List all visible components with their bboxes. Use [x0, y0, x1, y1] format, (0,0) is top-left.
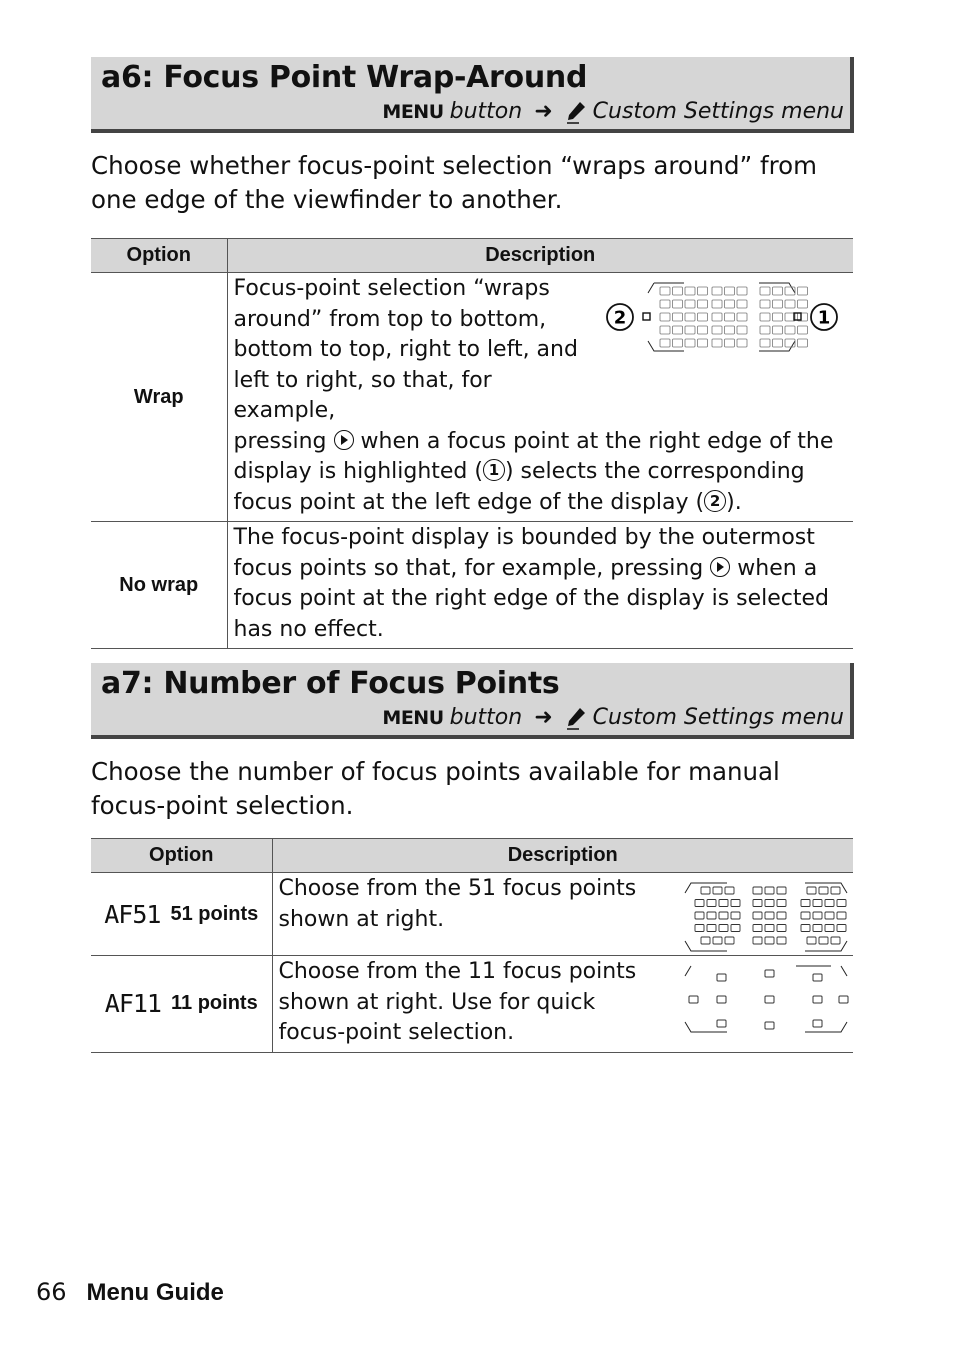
focus-point: [707, 925, 716, 932]
focus-point: [772, 287, 782, 295]
focus-point: [753, 900, 762, 907]
focus-point: [717, 974, 726, 981]
focus-point: [765, 900, 774, 907]
focus-point: [725, 937, 734, 944]
focus-point: [797, 339, 807, 347]
focus-point: [685, 287, 695, 295]
description-line: around” from top to bottom,: [233, 306, 547, 332]
focus-point: [707, 912, 716, 919]
focus-point: [819, 937, 828, 944]
focus-point: [825, 925, 834, 932]
focus-point: [831, 887, 840, 894]
section-intro: Choose whether focus-point selection “wraps around” from one edge of the viewfinder to another.: [91, 151, 818, 214]
arrow-icon: ➜: [534, 99, 553, 124]
focus-point: [777, 937, 786, 944]
focus-point: [813, 925, 822, 932]
section-intro: Choose the number of focus points available for manual focus-point selection.: [91, 757, 780, 820]
focus-point: [753, 937, 762, 944]
focus-point: [707, 900, 716, 907]
option-name: [91, 956, 272, 1053]
focus-point: [724, 326, 734, 334]
option-label: 51 points: [170, 902, 259, 925]
focus-point: [753, 925, 762, 932]
callout-2-icon: 2: [704, 490, 726, 512]
focus-point: [731, 900, 740, 907]
focus-point: [772, 326, 782, 334]
focus-point: [685, 326, 695, 334]
focus-point: [719, 925, 728, 932]
svg-text:1: 1: [817, 307, 830, 329]
section-header-a6: [91, 57, 854, 133]
focus-point: [712, 339, 722, 347]
section-title: a7: Number of Focus Points: [101, 666, 560, 701]
focus-point: [701, 937, 710, 944]
focus-point: [837, 912, 846, 919]
focus-point: [689, 996, 698, 1003]
multi-selector-right-icon: [334, 430, 354, 450]
focus-point: [825, 912, 834, 919]
focus-point: [672, 326, 682, 334]
focus-point: [813, 900, 822, 907]
focus-point: [777, 925, 786, 932]
focus-point-grid-11-icon: [681, 960, 851, 1040]
focus-point: [712, 326, 722, 334]
custom-settings-menu-label: Custom Settings menu: [592, 99, 844, 124]
focus-point: [813, 996, 822, 1003]
menu-path: [382, 705, 844, 730]
focus-point: [772, 313, 782, 321]
focus-point: [712, 287, 722, 295]
focus-point: [765, 925, 774, 932]
focus-point: [797, 287, 807, 295]
options-table-a6: [91, 238, 853, 649]
focus-point: [712, 300, 722, 308]
option-description: [272, 873, 853, 956]
focus-point: [772, 339, 782, 347]
focus-point: [772, 300, 782, 308]
focus-point: [672, 287, 682, 295]
focus-point: [737, 313, 747, 321]
focus-point: [765, 970, 774, 977]
option-description: [272, 956, 853, 1053]
focus-point: [695, 912, 704, 919]
focus-point: [713, 887, 722, 894]
focus-point: [760, 326, 770, 334]
focus-point: [760, 339, 770, 347]
focus-point: [672, 300, 682, 308]
table-row: [91, 522, 853, 649]
table-row: [91, 273, 853, 522]
focus-point: [660, 300, 670, 308]
focus-point: [765, 996, 774, 1003]
callout-1-icon: 1: [483, 459, 505, 481]
page-number: 66: [36, 1278, 67, 1306]
focus-point: [825, 900, 834, 907]
focus-point: [760, 287, 770, 295]
custom-settings-menu-label: Custom Settings menu: [592, 705, 844, 730]
focus-point: [819, 887, 828, 894]
focus-point: [807, 887, 816, 894]
menu-path: [382, 99, 844, 124]
description-line: left to right, so that, for example,: [233, 367, 492, 423]
focus-point: [672, 339, 682, 347]
svg-text:2: 2: [613, 307, 626, 329]
focus-point: [701, 887, 710, 894]
focus-point-grid-51-icon: [681, 877, 851, 953]
focus-point: [697, 339, 707, 347]
focus-point: [737, 287, 747, 295]
focus-point: [760, 313, 770, 321]
focus-point: [837, 925, 846, 932]
focus-point: [737, 300, 747, 308]
focus-point: [697, 313, 707, 321]
pencil-icon: [565, 100, 587, 124]
page-footer: [36, 1278, 224, 1307]
focus-point: [697, 300, 707, 308]
focus-point: [801, 912, 810, 919]
focus-point: [685, 313, 695, 321]
multi-selector-right-icon: [710, 557, 730, 577]
focus-point: [731, 912, 740, 919]
focus-point: [831, 937, 840, 944]
focus-point: [785, 326, 795, 334]
focus-point: [839, 996, 848, 1003]
focus-point: [765, 887, 774, 894]
focus-point: [753, 912, 762, 919]
focus-point: [777, 887, 786, 894]
focus-point: [765, 937, 774, 944]
focus-point: [737, 326, 747, 334]
focus-point: [660, 287, 670, 295]
option-label: 11 points: [171, 992, 258, 1015]
focus-point: [685, 339, 695, 347]
option-name: No wrap: [91, 522, 227, 649]
focus-point: [725, 887, 734, 894]
focus-point: [724, 313, 734, 321]
focus-point: [777, 900, 786, 907]
option-name: [91, 873, 272, 956]
footer-title: Menu Guide: [86, 1279, 224, 1306]
focus-point: [695, 900, 704, 907]
section-header-a7: [91, 663, 854, 739]
column-header-option: Option: [91, 239, 227, 273]
button-word: button: [449, 705, 523, 730]
focus-point: [731, 925, 740, 932]
focus-point: [813, 974, 822, 981]
column-header-option: Option: [91, 839, 272, 873]
focus-point: [660, 313, 670, 321]
focus-point: [813, 912, 822, 919]
focus-point: [760, 300, 770, 308]
focus-point: [697, 326, 707, 334]
focus-point: [685, 300, 695, 308]
focus-point: [724, 287, 734, 295]
column-header-description: Description: [272, 839, 853, 873]
focus-point: [753, 887, 762, 894]
focus-point: [797, 300, 807, 308]
focus-point: [724, 339, 734, 347]
pencil-icon: [565, 706, 587, 730]
options-table-a7: [91, 838, 853, 1053]
focus-point: [717, 996, 726, 1003]
table-row: [91, 956, 853, 1053]
table-row: [91, 873, 853, 956]
column-header-description: Description: [227, 239, 853, 273]
focus-point-wrap-diagram: [604, 277, 844, 357]
focus-point: [737, 339, 747, 347]
section-title: a6: Focus Point Wrap-Around: [101, 60, 588, 95]
description-line: bottom to top, right to left, and: [233, 337, 578, 362]
focus-point: [765, 912, 774, 919]
menu-button-label: MENU: [382, 706, 444, 729]
focus-point: [777, 912, 786, 919]
focus-point: [660, 326, 670, 334]
focus-point: [717, 1020, 726, 1027]
option-description: 2 1 Focus-point selection “wraps around” from top to bottom, bottom to top, right to left, and left to right, so that, for example, pressing when a focus point at the right edge of the display is highlighted ( 1 ) selects the corresponding focus point at the left edge of the display ( 2 ).: [227, 273, 853, 522]
description-text: Choose from the 11 focus points shown at right. Use for quick focus-point selection.: [278, 959, 637, 1045]
af11-icon: AF11: [104, 989, 161, 1019]
focus-point: [695, 925, 704, 932]
focus-point: [785, 300, 795, 308]
menu-button-label: MENU: [382, 100, 444, 123]
description-line: Focus-point selection “wraps: [233, 276, 550, 301]
button-word: button: [449, 99, 523, 124]
focus-point: [837, 900, 846, 907]
option-description: The focus-point display is bounded by the outermost focus points so that, for example, pressing when a focus point at the right edge of the display is selected has no effect.: [227, 522, 853, 649]
af51-icon: AF51: [104, 899, 161, 929]
focus-point: [801, 900, 810, 907]
focus-point: [672, 313, 682, 321]
focus-point: [807, 937, 816, 944]
focus-point: [712, 313, 722, 321]
focus-point: [813, 1020, 822, 1027]
focus-point: [697, 287, 707, 295]
focus-point: [713, 937, 722, 944]
focus-point: [660, 339, 670, 347]
focus-point: [719, 900, 728, 907]
focus-point: [719, 912, 728, 919]
focus-point: [801, 925, 810, 932]
focus-point: [797, 326, 807, 334]
focus-point: [724, 300, 734, 308]
arrow-icon: ➜: [534, 705, 553, 730]
option-name: Wrap: [91, 273, 227, 522]
focus-point: [765, 1022, 774, 1029]
description-text: Choose from the 51 focus points shown at right.: [278, 876, 637, 932]
